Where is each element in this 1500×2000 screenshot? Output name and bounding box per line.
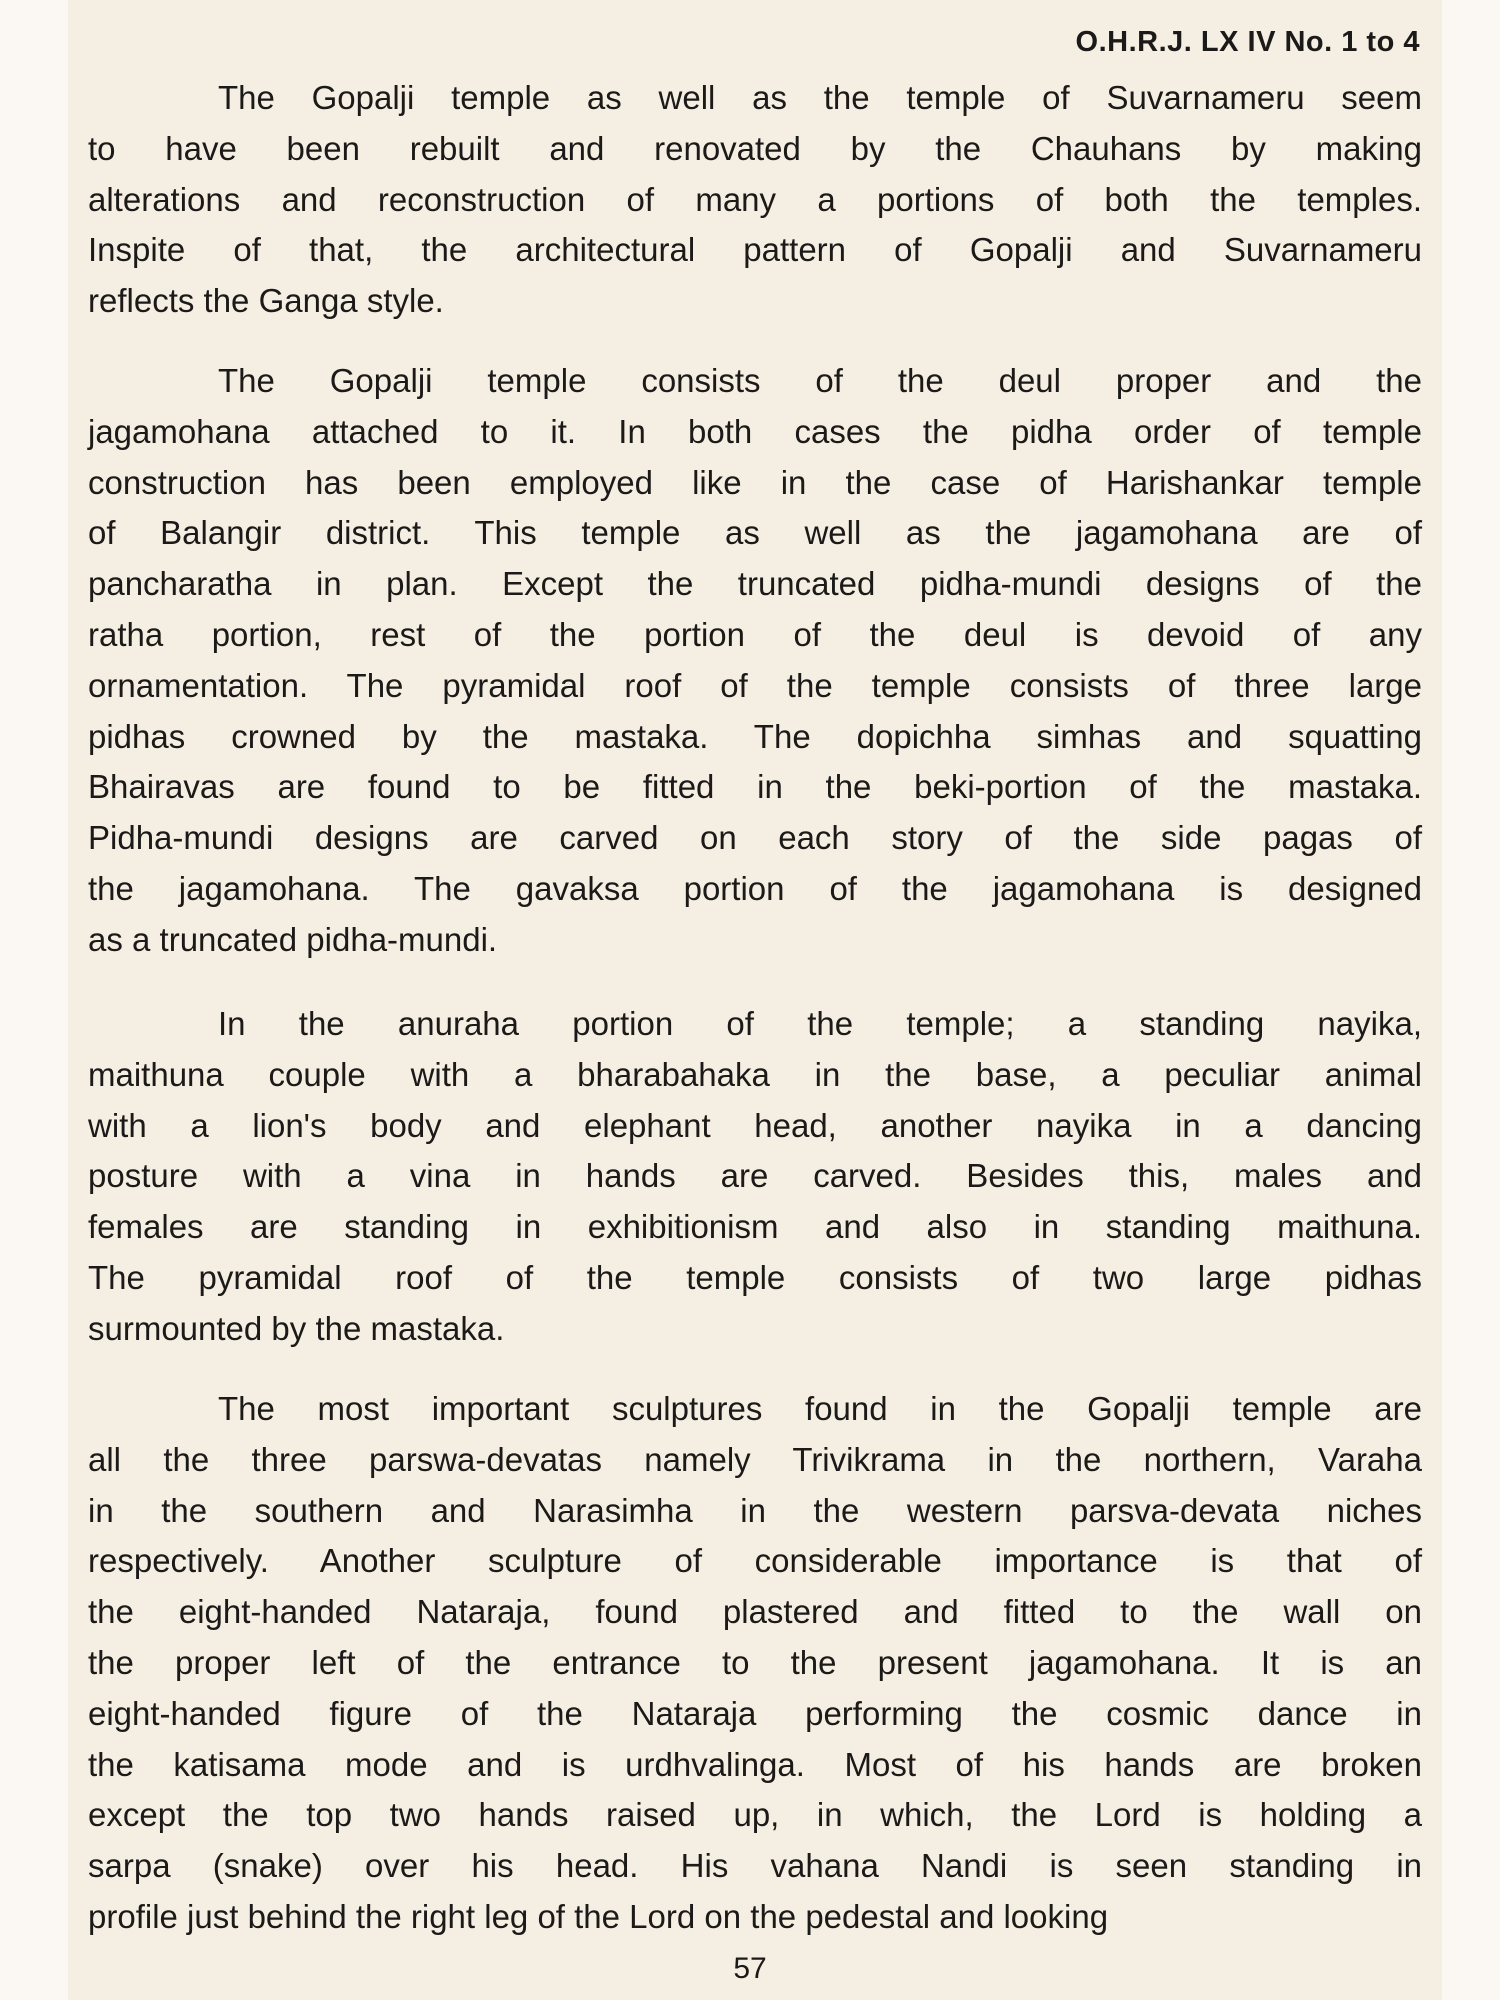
text-line: the eight-handed Nataraja, found plastered and fitted to the wall on xyxy=(88,1593,1422,1631)
paragraph-2 xyxy=(88,356,1422,966)
text-line: Inspite of that, the architectural pattern of Gopalji and Suvarnameru xyxy=(88,231,1422,269)
text-line: females are standing in exhibitionism and also in standing maithuna. xyxy=(88,1208,1422,1246)
text-line: the jagamohana. The gavaksa portion of the jagamohana is designed xyxy=(88,869,1422,907)
text-line: profile just behind the right leg of the Lord on the pedestal and looking xyxy=(88,1897,1109,1935)
text-line: surmounted by the mastaka. xyxy=(88,1309,505,1347)
text-line: to have been rebuilt and renovated by the Chauhans by making xyxy=(88,129,1422,167)
journal-header: O.H.R.J. LX IV No. 1 to 4 xyxy=(1075,26,1420,58)
text-line: maithuna couple with a bharabahaka in the base, a peculiar animal xyxy=(88,1055,1422,1093)
text-line: The Gopalji temple as well as the temple of Suvarnameru seem xyxy=(218,79,1422,116)
paragraph-1 xyxy=(88,73,1422,327)
text-line: in the southern and Narasimha in the western parsva-devata niches xyxy=(88,1491,1422,1529)
text-line: The most important sculptures found in the Gopalji temple are xyxy=(218,1390,1422,1427)
text-line: ornamentation. The pyramidal roof of the temple consists of three large xyxy=(88,666,1422,704)
text-line: of Balangir district. This temple as well as the jagamohana are of xyxy=(88,514,1422,552)
text-line: pancharatha in plan. Except the truncated pidha-mundi designs of the xyxy=(88,565,1422,603)
text-line: Bhairavas are found to be fitted in the beki-portion of the mastaka. xyxy=(88,768,1422,806)
text-line: ratha portion, rest of the portion of the deul is devoid of any xyxy=(88,615,1422,653)
text-line: the proper left of the entrance to the present jagamohana. It is an xyxy=(88,1643,1422,1681)
text-line: eight-handed figure of the Nataraja performing the cosmic dance in xyxy=(88,1694,1422,1732)
page-number: 57 xyxy=(733,1952,767,1985)
text-line: except the top two hands raised up, in which, the Lord is holding a xyxy=(88,1796,1422,1834)
text-line: construction has been employed like in the case of Harishankar temple xyxy=(88,463,1422,501)
text-line: pidhas crowned by the mastaka. The dopichha simhas and squatting xyxy=(88,717,1422,755)
text-line: as a truncated pidha-mundi. xyxy=(88,920,498,958)
text-line: with a lion's body and elephant head, another nayika in a dancing xyxy=(88,1106,1422,1144)
text-line: respectively. Another sculpture of considerable importance is that of xyxy=(88,1542,1422,1580)
text-line: sarpa (snake) over his head. His vahana Nandi is seen standing in xyxy=(88,1847,1422,1885)
text-line: The pyramidal roof of the temple consists of two large pidhas xyxy=(88,1258,1422,1296)
paragraph-3 xyxy=(88,999,1422,1355)
paragraph-4 xyxy=(88,1384,1422,1943)
text-line: all the three parswa-devatas namely Trivikrama in the northern, Varaha xyxy=(88,1440,1422,1478)
text-line: The Gopalji temple consists of the deul proper and the xyxy=(218,362,1422,399)
text-line: the katisama mode and is urdhvalinga. Most of his hands are broken xyxy=(88,1745,1422,1783)
text-line: alterations and reconstruction of many a portions of both the temples. xyxy=(88,180,1422,218)
text-line: In the anuraha portion of the temple; a standing nayika, xyxy=(218,1005,1422,1042)
text-line: posture with a vina in hands are carved. Besides this, males and xyxy=(88,1157,1422,1195)
text-line: jagamohana attached to it. In both cases the pidha order of temple xyxy=(88,412,1422,450)
text-line: reflects the Ganga style. xyxy=(88,282,444,320)
text-line: Pidha-mundi designs are carved on each story of the side pagas of xyxy=(88,819,1422,857)
